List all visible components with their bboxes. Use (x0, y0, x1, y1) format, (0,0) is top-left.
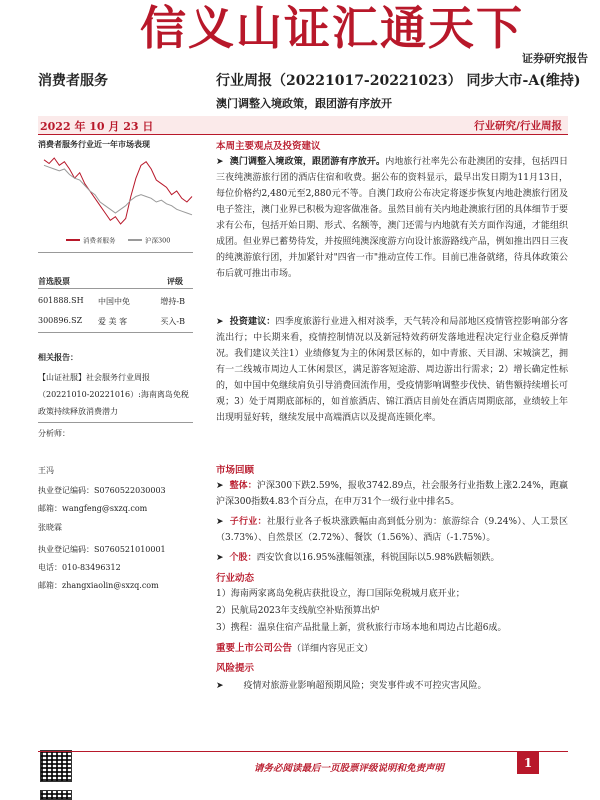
risk-item (216, 678, 568, 694)
qr-code-icon (40, 750, 72, 782)
divider (38, 332, 193, 333)
disclaimer: 请务必阅读最后一页股票评级说明和免责声明 (253, 763, 444, 774)
picks-header-col1: 首选股票 (38, 276, 70, 286)
list-item: 1）海南两家离岛免税店获批设立，海口国际免税城月底开业； (216, 589, 465, 599)
report-type: 证券研究报告 (522, 52, 588, 65)
picks-header-col2: 评级 (167, 276, 183, 286)
legend-label-1: 沪深300 (145, 236, 171, 245)
stock-rating: 买入-B (160, 317, 185, 326)
section-title: 本周主要观点及投资建议 (216, 141, 321, 152)
divider (38, 252, 193, 253)
bullet-icon: ➤ (216, 317, 224, 327)
analyst-reg: 执业登记编码：S0760522030003 (38, 486, 166, 495)
paragraph-body: 内地旅行社率先公布赴澳团的安排，包括四日三夜纯澳游旅行团的酒店住宿和收费。据公布的资料显示，最早出发日期为11月13日，每位价格约2,480元至2,880元不等。自澳门政府公布决定将逐步恢复内地赴澳旅行团及电子签注，澳门业界已积极为迎客做准备。虽然目前有关内地赴澳旅行团的具体细节于要求有公布，包括开始日期、形式、名额等，澳门还需与内地就有关方面作沟通，才能组织成团。但业界已蓄势待发，并按照纯澳深度游方向设计旅游路线产品，例如推出四日三夜的纯澳游旅行团，并加紧针对"四省一市"推动宣传工作。目前已准备就绪，待具体政策公布后就可推出市场。 (216, 157, 568, 279)
market-subsector (216, 514, 568, 546)
bullet-icon: ➤ (216, 553, 224, 563)
paragraph-lead: 投资建议： (229, 317, 276, 327)
bullet-icon: ➤ (216, 517, 224, 527)
related-reports-title: 相关报告： (38, 352, 78, 362)
paragraph-lead: 整体： (229, 481, 257, 491)
analyst-name: 张晓霖 (38, 523, 62, 532)
related-report-link[interactable]: 【山证社服】社会服务行业周报（20221010-20221016）:海南离岛免税政策持续释放消费潜力 (38, 373, 189, 416)
paragraph-body: 社服行业各子板块涨跌幅由高到低分别为：旅游综合（9.24%）、人工景区（3.73%）、自然景区（2.72%）、餐饮（1.56%）、酒店（-1.75%）。 (216, 517, 568, 543)
market-stocks (216, 550, 568, 566)
stock-code: 300896.SZ (38, 316, 83, 325)
analyst-title: 分析师： (38, 429, 70, 438)
section-title: 风险提示 (216, 663, 255, 674)
report-category: 行业研究/行业周报 (474, 120, 562, 132)
analyst-phone: 电话：010-83496312 (38, 563, 121, 572)
list-item: 2）民航局2023年支线航空补贴预算出炉 (216, 606, 380, 616)
section-title: 市场回顾 (216, 465, 255, 476)
chart-title: 消费者服务行业近一年市场表现 (38, 139, 150, 149)
brand-logo: 信义山证汇通天下 (140, 1, 524, 55)
section-title: 重要上市公司公告 (216, 643, 293, 654)
bullet-icon: ➤ (216, 681, 224, 691)
divider (38, 134, 568, 135)
section-title: 行业动态 (216, 573, 255, 584)
stock-code: 601888.SH (38, 296, 84, 305)
sector-name: 消费者服务 (38, 73, 108, 89)
paragraph-lead: 子行业： (229, 517, 267, 527)
analyst-reg: 执业登记编码：S0760521010001 (38, 545, 166, 554)
list-item: 3）携程：温泉住宿产品批量上新，赏秋旅行市场本地和周边占比超6成。 (216, 623, 507, 633)
divider (38, 288, 193, 289)
paragraph-policy (216, 154, 568, 282)
paragraph-body: 四季度旅游行业进入相对淡季，天气转冷和局部地区疫情管控影响部分客流出行；中长期来看，疫情控制情况以及新冠特效药研发落地进程决定行业企稳反弹情况。我们建议关注1）业绩修复为主的休闲景区标的，如中青旅、天目湖、宋城演艺，拥有一二线城市周边人工休闲景区，满足游客短途游、周边游出行需求；2）增长确定性标的，如中国中免继续肩负引导消费回流作用，受疫情影响调整步伐快、销售额持续增长可观；3）处于周期底部标的，如首旅酒店、锦江酒店目前处在酒店周期底部，业绩较上年出现明显好转，继续发展中高端酒店以及提高连锁化率。 (216, 317, 568, 423)
announcements-row (216, 640, 373, 654)
report-date: 2022 年 10 月 23 日 (40, 120, 154, 133)
table-row (38, 316, 193, 325)
series-line-0 (44, 158, 192, 224)
analyst-email[interactable]: 邮箱：zhangxiaolin@sxzq.com (38, 581, 159, 590)
qr-code-icon (40, 790, 72, 800)
page-subtitle: 澳门调整入境政策，跟团游有序放开 (216, 97, 392, 110)
stock-name: 中国中免 (98, 297, 130, 306)
picks-header (38, 276, 193, 287)
paragraph-lead: 澳门调整入境政策，跟团游有序放开。 (229, 157, 386, 167)
table-row (38, 296, 193, 305)
series-line-1 (44, 165, 192, 215)
market-performance-chart (38, 150, 198, 250)
legend-label-0: 消费者服务 (83, 236, 116, 245)
divider (38, 422, 193, 423)
market-overall (216, 478, 568, 510)
stock-rating: 增持-B (160, 297, 185, 306)
page-title: 行业周报（20221017-20221023） 同步大市-A(维持) (216, 73, 581, 89)
analyst-name: 王冯 (38, 466, 54, 475)
paragraph-body: 疫情对旅游业影响超预期风险；突发事件或不可控灾害风险。 (243, 681, 487, 691)
page-number: 1 (517, 752, 539, 774)
stock-name: 爱 美 客 (98, 317, 128, 326)
section-note: （详细内容见正文） (292, 644, 374, 654)
paragraph-body: 沪深300下跌2.59%，报收3742.89点，社会服务行业指数上涨2.24%，跑赢沪深300指数4.83个百分点，在申万31个一级行业中排名5。 (216, 481, 568, 507)
analyst-email[interactable]: 邮箱：wangfeng@sxzq.com (38, 504, 148, 513)
paragraph-body: 西安饮食以16.95%涨幅领涨，科锐国际以5.98%跌幅领跌。 (256, 553, 500, 563)
divider (38, 751, 568, 752)
bullet-icon: ➤ (216, 481, 224, 491)
bullet-icon: ➤ (216, 157, 224, 167)
paragraph-investment (216, 314, 568, 426)
paragraph-lead: 个股： (229, 553, 257, 563)
